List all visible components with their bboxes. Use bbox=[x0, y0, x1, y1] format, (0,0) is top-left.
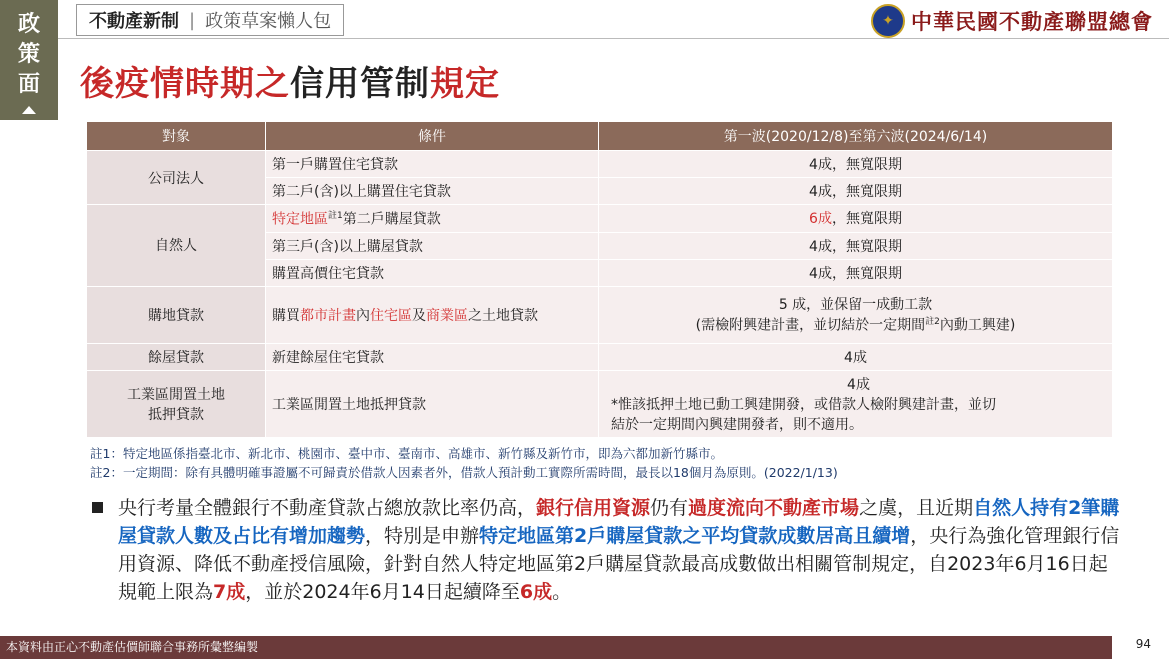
condition-cell: 工業區閒置土地抵押貸款 bbox=[266, 370, 599, 437]
text: 工業區閒置土地 bbox=[127, 386, 225, 403]
text: 4成 bbox=[847, 376, 870, 393]
subtitle-label: 政策草案懶人包 bbox=[205, 11, 332, 32]
highlight-text: 6成 bbox=[519, 581, 553, 603]
value-cell: 4成，無寬限期 bbox=[599, 178, 1113, 205]
value-cell: 4成，無寬限期 bbox=[599, 232, 1113, 259]
title-part: 規定 bbox=[430, 64, 500, 104]
text: ，無寬限期 bbox=[831, 211, 902, 228]
footnotes bbox=[90, 444, 838, 482]
credit-control-table bbox=[86, 121, 1113, 438]
value-cell: 4成 bbox=[599, 343, 1113, 370]
seal-icon: ✦ bbox=[871, 4, 905, 38]
text: 之土地貸款 bbox=[468, 307, 538, 324]
footnote-mark: 註1 bbox=[328, 211, 343, 221]
object-cell bbox=[87, 370, 266, 437]
footnote-mark: 註2 bbox=[925, 317, 940, 328]
value-cell: 4成，無寬限期 bbox=[599, 259, 1113, 286]
text: 第二戶購屋貸款 bbox=[342, 211, 441, 228]
condition-cell bbox=[266, 286, 599, 343]
paragraph-text bbox=[118, 494, 1122, 606]
title-part: 後疫情時期之 bbox=[80, 64, 290, 104]
org-logo bbox=[871, 4, 1153, 38]
object-cell: 餘屋貸款 bbox=[87, 343, 266, 370]
source-note: 本資料由正心不動產估價師聯合事務所彙整編製 bbox=[6, 640, 259, 654]
text: ，並於2024年6月14日起續降至 bbox=[245, 581, 520, 603]
text: ，央行為強化管理銀行信用資源、降低不動產授信風險，針對自然人特定地區第2戶購屋貸款最高成數做出相關管制規定，自2023年6月16日起規範上限為 bbox=[118, 525, 1120, 603]
condition-cell: 第三戶(含)以上購屋貸款 bbox=[266, 232, 599, 259]
header-cell: 對象 bbox=[87, 122, 266, 151]
breadcrumb bbox=[76, 4, 344, 36]
highlight-text: 住宅區 bbox=[370, 307, 412, 324]
object-cell: 公司法人 bbox=[87, 151, 266, 205]
side-tab bbox=[0, 0, 58, 120]
page-number: 94 bbox=[1135, 637, 1151, 651]
divider: | bbox=[189, 9, 196, 31]
condition-cell: 新建餘屋住宅貸款 bbox=[266, 343, 599, 370]
text: 央行考量全體銀行不動產貸款占總放款比率仍高， bbox=[118, 497, 537, 519]
text: 5 成，並保留一成動工款 bbox=[778, 297, 933, 314]
highlight-text: 過度流向不動產市場 bbox=[688, 497, 860, 519]
triangle-icon bbox=[22, 106, 36, 114]
text: 抵押貸款 bbox=[148, 406, 204, 423]
table-row bbox=[87, 343, 1113, 370]
value-cell bbox=[599, 205, 1113, 233]
title-part: 信用管制 bbox=[290, 64, 430, 104]
object-cell: 購地貸款 bbox=[87, 286, 266, 343]
text: *惟該抵押土地已動工興建開發，或借款人檢附興建計畫，並切 bbox=[611, 396, 996, 413]
summary-paragraph bbox=[92, 494, 1122, 606]
value-cell bbox=[599, 286, 1113, 343]
condition-cell: 第一戶購置住宅貸款 bbox=[266, 151, 599, 178]
bullet-icon bbox=[92, 502, 103, 513]
highlight-text: 特定地區第2戶購屋貸款之平均貸款成數居高且續增 bbox=[479, 525, 911, 547]
highlight-text: 特定地區 bbox=[272, 211, 328, 228]
footer-bar bbox=[0, 636, 1112, 659]
text: 購買 bbox=[272, 307, 300, 324]
header-cell: 條件 bbox=[266, 122, 599, 151]
footnote-1: 註1：特定地區係指臺北市、新北市、桃園市、臺中市、臺南市、高雄市、新竹縣及新竹市，即為六都加新竹縣市。 bbox=[90, 446, 723, 461]
text: 內動工興建) bbox=[939, 317, 1016, 334]
side-tab-char: 政 bbox=[17, 12, 40, 37]
condition-cell: 第二戶(含)以上購置住宅貸款 bbox=[266, 178, 599, 205]
table-row bbox=[87, 286, 1113, 343]
side-tab-char: 面 bbox=[17, 72, 40, 97]
text: 及 bbox=[412, 307, 426, 324]
table-row bbox=[87, 151, 1113, 178]
footnote-2: 註2：一定期間：除有具體明確事證屬不可歸責於借款人因素者外，借款人預計動工實際所需時間，最長以18個月為原則。(2022/1/13) bbox=[90, 465, 838, 480]
highlight-text: 6成 bbox=[809, 211, 832, 228]
table-header-row bbox=[87, 122, 1113, 151]
header-cell: 第一波(2020/12/8)至第六波(2024/6/14) bbox=[599, 122, 1113, 151]
category-label: 不動產新制 bbox=[89, 11, 179, 32]
text: 之虞，且近期 bbox=[859, 497, 974, 519]
page-title bbox=[80, 56, 500, 105]
highlight-text: 7成 bbox=[213, 581, 246, 603]
condition-cell bbox=[266, 205, 599, 233]
org-name: 中華民國不動產聯盟總會 bbox=[911, 9, 1153, 34]
text: 仍有 bbox=[650, 497, 689, 519]
text: 內 bbox=[356, 307, 370, 324]
condition-cell: 購置高價住宅貸款 bbox=[266, 259, 599, 286]
side-tab-char: 策 bbox=[17, 42, 40, 67]
table-row bbox=[87, 205, 1113, 233]
highlight-text: 銀行信用資源 bbox=[536, 497, 651, 519]
value-cell bbox=[599, 370, 1113, 437]
top-bar bbox=[58, 0, 1169, 39]
text: ，特別是申辦 bbox=[365, 525, 480, 547]
highlight-text: 商業區 bbox=[426, 307, 468, 324]
object-cell: 自然人 bbox=[87, 205, 266, 287]
value-cell: 4成，無寬限期 bbox=[599, 151, 1113, 178]
table-row bbox=[87, 370, 1113, 437]
text: 結於一定期間內興建開發者，則不適用。 bbox=[611, 416, 863, 433]
text: 。 bbox=[552, 581, 572, 603]
highlight-text: 自然人持有2筆購屋貸款人數及占比有增加趨勢 bbox=[118, 497, 1120, 547]
text: (需檢附興建計畫，並切結於一定期間 bbox=[695, 317, 926, 334]
highlight-text: 都市計畫 bbox=[300, 307, 356, 324]
